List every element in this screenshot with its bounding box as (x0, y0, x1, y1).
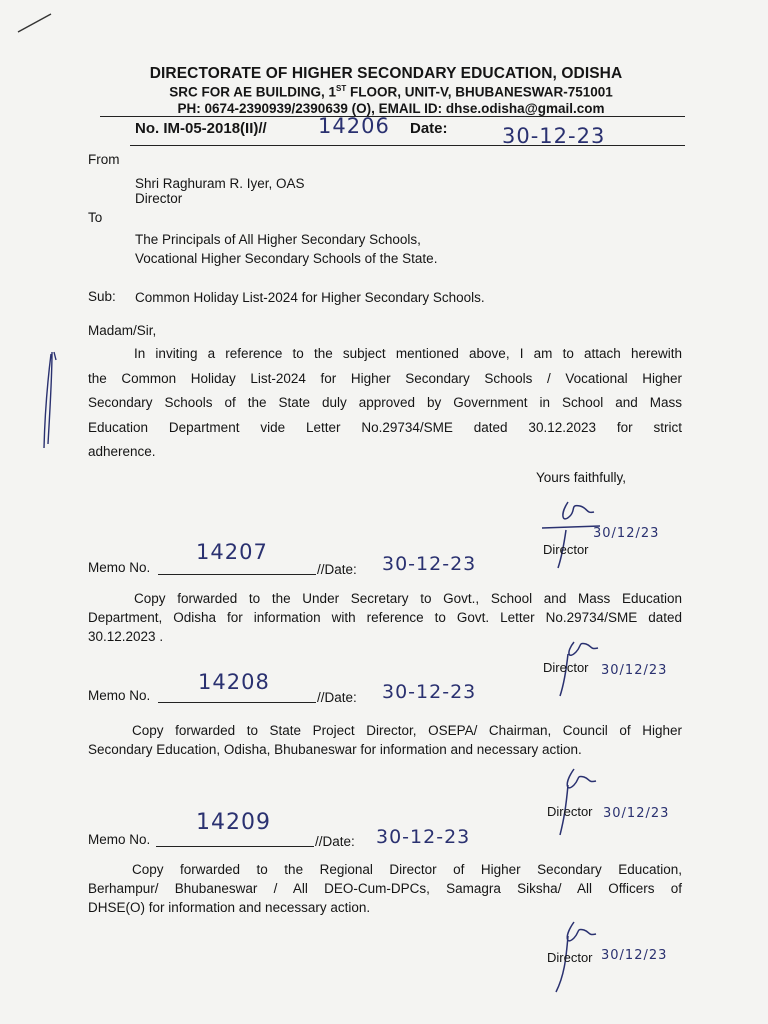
signature-title: Director (547, 950, 593, 965)
to-line-2: Vocational Higher Secondary Schools of the State. (135, 251, 438, 266)
from-name: Shri Raghuram R. Iyer, OAS (135, 176, 305, 191)
signature-title: Director (547, 804, 593, 819)
letter-number-handwritten: 14206 (318, 114, 390, 138)
memo-number-underline (158, 574, 316, 575)
memo-number-handwritten: 14208 (198, 670, 270, 694)
memo-date-handwritten: 30-12-23 (376, 826, 471, 848)
memo-line: Copy forwarded to State Project Director, OSEPA/ Chairman, Council of Higher (132, 723, 682, 738)
body-paragraph (88, 342, 682, 465)
handwritten-signature (540, 763, 690, 843)
memo-line: DHSE(O) for information and necessary action. (88, 900, 371, 915)
memo-line: Berhampur/ Bhubaneswar / All DEO-Cum-DPCs, Samagra Siksha/ All Officers of (88, 881, 682, 896)
margin-sideline-mark (38, 348, 68, 456)
letterhead-title: DIRECTORATE OF HIGHER SECONDARY EDUCATION, ODISHA (149, 65, 623, 82)
memo-label: Memo No. (88, 832, 151, 847)
memo-number-handwritten: 14209 (196, 810, 271, 835)
body-line: Secondary Schools of the State duly approved by Government in School and Mass (88, 395, 682, 410)
signature-date: 30/12/23 (601, 663, 668, 678)
body-line: the Common Holiday List-2024 for Higher Secondary Schools / Vocational Higher (88, 370, 682, 386)
signature-date: 30/12/23 (593, 526, 660, 541)
pen-stroke-mark (15, 10, 55, 36)
memo-number-underline (158, 702, 316, 703)
letterhead-divider (100, 116, 685, 117)
letter-date-label: Date: (410, 120, 448, 137)
letter-number-label: No. IM-05-2018(II)// (135, 120, 267, 137)
memo-line: Secondary Education, Odisha, Bhubaneswar for information and necessary action. (88, 742, 582, 757)
subject-label: Sub: (88, 289, 116, 304)
memo-line: Department, Odisha for information with reference to Govt. Letter No.29734/SME dated (88, 610, 682, 625)
signature-date: 30/12/23 (601, 948, 668, 963)
body-line: adherence. (88, 444, 156, 459)
signature-date: 30/12/23 (603, 806, 670, 821)
memo-date-label: //Date: (317, 562, 357, 577)
memo-date-label: //Date: (315, 834, 355, 849)
subject-text: Common Holiday List-2024 for Higher Secondary Schools. (135, 290, 485, 305)
from-designation: Director (135, 191, 183, 206)
memo-label: Memo No. (88, 560, 151, 575)
from-label: From (88, 152, 120, 167)
salutation: Madam/Sir, (88, 323, 157, 338)
reference-divider (130, 145, 685, 146)
memo-date-handwritten: 30-12-23 (382, 553, 477, 575)
to-line-1: The Principals of All Higher Secondary Schools, (135, 232, 421, 247)
memo-paragraph (88, 860, 682, 917)
letterhead-contact: PH: 0674-2390939/2390639 (O), EMAIL ID: dhse.odisha@gmail.com (177, 101, 605, 116)
to-label: To (88, 210, 103, 225)
memo-line: 30.12.2023 . (88, 629, 164, 644)
memo-date-handwritten: 30-12-23 (382, 681, 477, 703)
memo-number-handwritten: 14207 (196, 540, 268, 564)
memo-line: Copy forwarded to the Regional Director of Higher Secondary Education, (132, 862, 682, 877)
signature-title: Director (543, 542, 589, 557)
memo-number-underline (156, 846, 314, 847)
body-line: Education Department vide Letter No.29734/SME dated 30.12.2023 for strict (88, 419, 682, 435)
memo-label: Memo No. (88, 688, 151, 703)
memo-date-label: //Date: (317, 690, 357, 705)
memo-line: Copy forwarded to the Under Secretary to Govt., School and Mass Education (134, 591, 682, 606)
closing: Yours faithfully, (536, 470, 627, 485)
letterhead-address: SRC FOR AE BUILDING, 1ST FLOOR, UNIT-V, BHUBANESWAR-751001 (169, 84, 613, 100)
signature-title: Director (543, 660, 589, 675)
letter-date-handwritten: 30-12-23 (502, 124, 606, 148)
memo-paragraph (88, 721, 682, 759)
body-line: In inviting a reference to the subject mentioned above, I am to attach herewith (134, 346, 682, 361)
